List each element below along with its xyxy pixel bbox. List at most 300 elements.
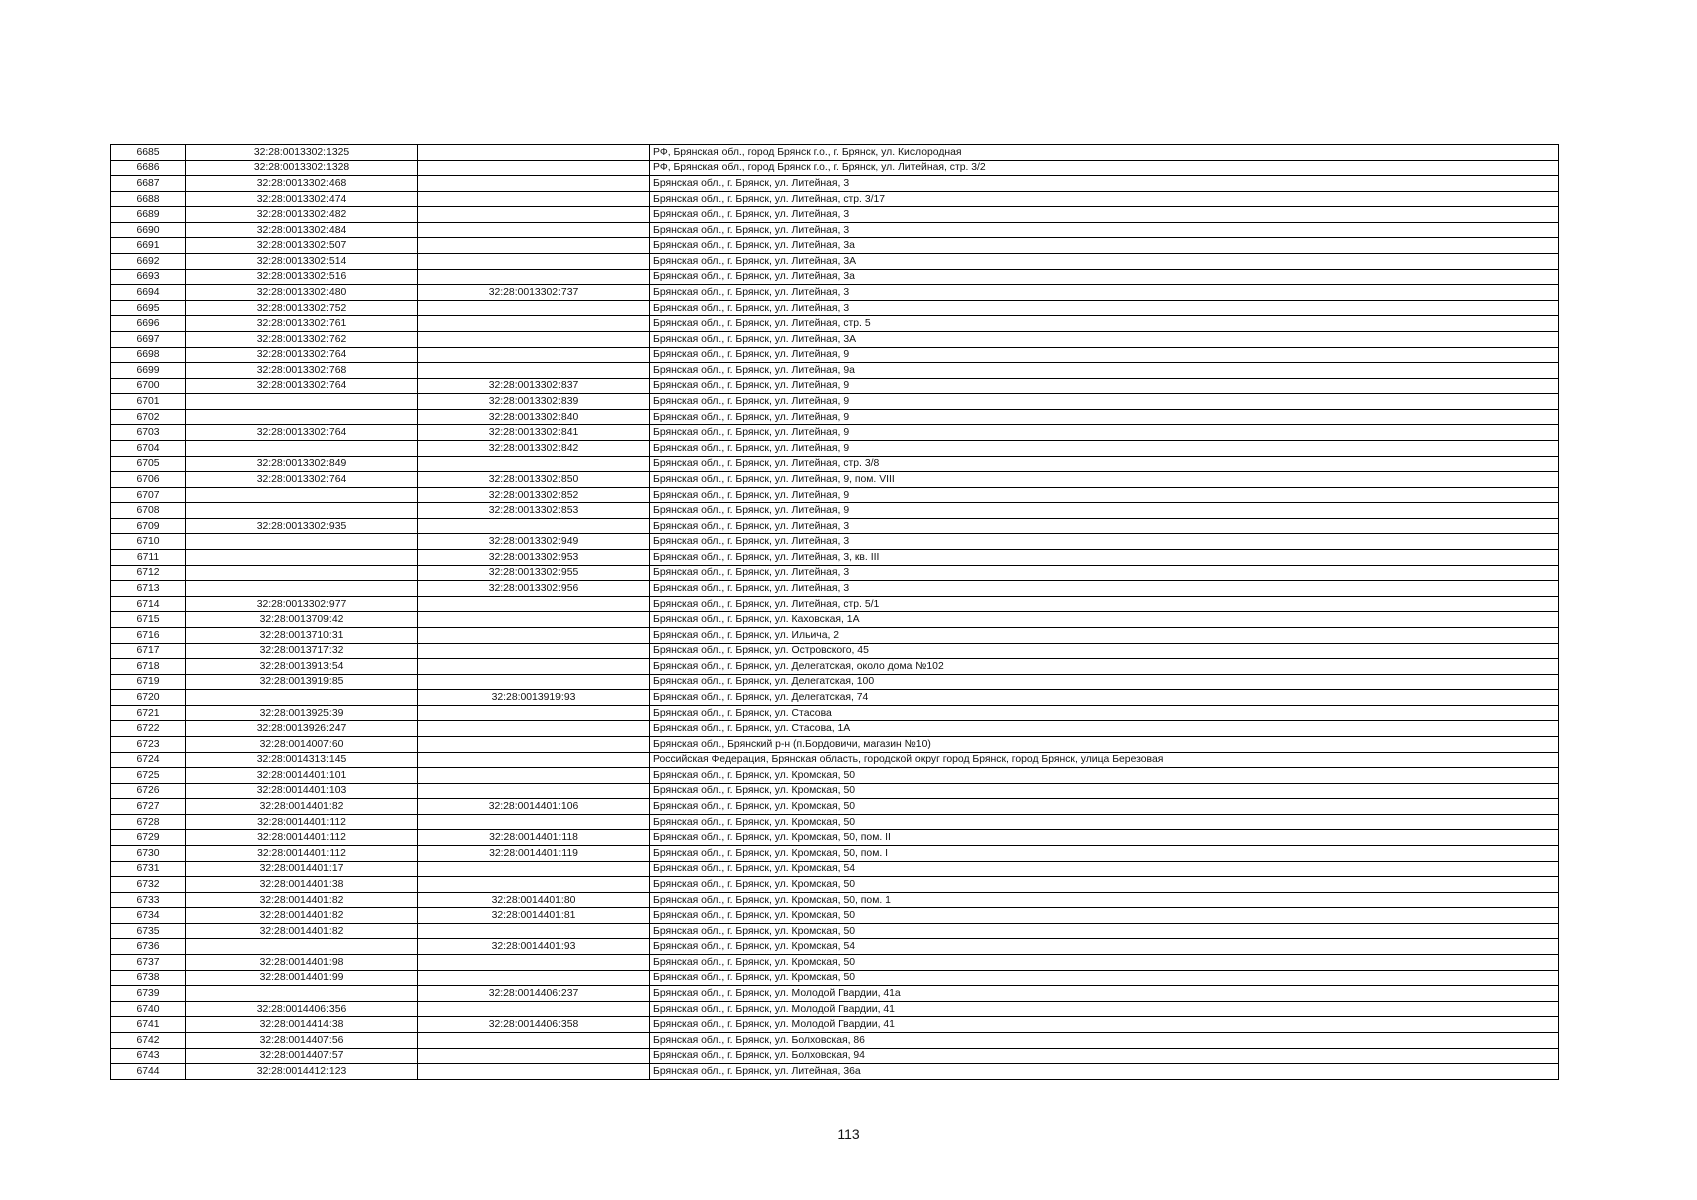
address-cell: Брянская обл., г. Брянск, ул. Делегатская, 74 [650,690,1559,706]
table-row [111,705,1559,721]
table-row [111,846,1559,862]
table-row [111,160,1559,176]
land-cadastral-number-cell: 32:28:0013302:1328 [186,160,418,176]
object-cadastral-number-cell [418,1048,650,1064]
object-cadastral-number-cell: 32:28:0013302:840 [418,409,650,425]
land-cadastral-number-cell: 32:28:0013302:484 [186,222,418,238]
object-cadastral-number-cell [418,207,650,223]
row-number-cell: 6691 [111,238,186,254]
row-number-cell: 6716 [111,627,186,643]
address-cell: Брянская обл., г. Брянск, ул. Литейная, 36а [650,1064,1559,1080]
address-cell: Брянская обл., г. Брянск, ул. Литейная, стр. 3/8 [650,456,1559,472]
row-number-cell: 6710 [111,534,186,550]
land-cadastral-number-cell [186,565,418,581]
table-row [111,939,1559,955]
address-cell: Брянская обл., г. Брянск, ул. Литейная, 3 [650,581,1559,597]
land-cadastral-number-cell: 32:28:0013302:468 [186,176,418,192]
land-cadastral-number-cell: 32:28:0014401:82 [186,923,418,939]
address-cell: Брянская обл., г. Брянск, ул. Литейная, стр. 5 [650,316,1559,332]
address-cell: Брянская обл., г. Брянск, ул. Литейная, 3 [650,176,1559,192]
object-cadastral-number-cell [418,191,650,207]
address-cell: Брянская обл., г. Брянск, ул. Литейная, 3, кв. III [650,550,1559,566]
address-cell: Брянская обл., г. Брянск, ул. Кромская, 50 [650,799,1559,815]
table-row [111,721,1559,737]
object-cadastral-number-cell [418,970,650,986]
land-cadastral-number-cell: 32:28:0014406:356 [186,1001,418,1017]
land-cadastral-number-cell: 32:28:0013302:516 [186,269,418,285]
address-cell: Брянская обл., г. Брянск, ул. Молодой Гвардии, 41а [650,986,1559,1002]
land-cadastral-number-cell: 32:28:0014401:101 [186,768,418,784]
land-cadastral-number-cell: 32:28:0014401:98 [186,955,418,971]
row-number-cell: 6702 [111,409,186,425]
object-cadastral-number-cell [418,160,650,176]
address-cell: Брянская обл., г. Брянск, ул. Литейная, 3 [650,565,1559,581]
land-cadastral-number-cell [186,550,418,566]
address-cell: Брянская обл., г. Брянск, ул. Литейная, 9, пом. VIII [650,472,1559,488]
object-cadastral-number-cell: 32:28:0013302:837 [418,378,650,394]
land-cadastral-number-cell: 32:28:0014401:103 [186,783,418,799]
address-cell: Брянская обл., г. Брянск, ул. Литейная, 9 [650,425,1559,441]
row-number-cell: 6695 [111,300,186,316]
row-number-cell: 6685 [111,145,186,161]
row-number-cell: 6700 [111,378,186,394]
object-cadastral-number-cell: 32:28:0013302:850 [418,472,650,488]
address-cell: Брянская обл., г. Брянск, ул. Литейная, 3а [650,238,1559,254]
table-row [111,518,1559,534]
table-row [111,269,1559,285]
object-cadastral-number-cell [418,955,650,971]
row-number-cell: 6725 [111,768,186,784]
object-cadastral-number-cell: 32:28:0013302:841 [418,425,650,441]
land-cadastral-number-cell: 32:28:0013926:247 [186,721,418,737]
object-cadastral-number-cell: 32:28:0013302:842 [418,440,650,456]
address-cell: Брянская обл., г. Брянск, ул. Кромская, 50 [650,923,1559,939]
address-cell: Брянская обл., г. Брянск, ул. Литейная, 3а [650,269,1559,285]
row-number-cell: 6708 [111,503,186,519]
land-cadastral-number-cell: 32:28:0013925:39 [186,705,418,721]
object-cadastral-number-cell [418,316,650,332]
row-number-cell: 6688 [111,191,186,207]
row-number-cell: 6706 [111,472,186,488]
object-cadastral-number-cell: 32:28:0014401:118 [418,830,650,846]
object-cadastral-number-cell [418,176,650,192]
table-row [111,472,1559,488]
address-cell: Брянская обл., г. Брянск, ул. Каховская, 1А [650,612,1559,628]
land-cadastral-number-cell: 32:28:0014407:56 [186,1032,418,1048]
row-number-cell: 6697 [111,331,186,347]
object-cadastral-number-cell [418,783,650,799]
row-number-cell: 6728 [111,814,186,830]
land-cadastral-number-cell [186,986,418,1002]
object-cadastral-number-cell: 32:28:0013302:956 [418,581,650,597]
object-cadastral-number-cell [418,1064,650,1080]
object-cadastral-number-cell [418,721,650,737]
land-cadastral-number-cell [186,409,418,425]
row-number-cell: 6743 [111,1048,186,1064]
row-number-cell: 6687 [111,176,186,192]
table-row [111,674,1559,690]
land-cadastral-number-cell: 32:28:0013302:514 [186,254,418,270]
table-row [111,1032,1559,1048]
object-cadastral-number-cell [418,612,650,628]
table-row [111,861,1559,877]
table-row [111,285,1559,301]
row-number-cell: 6736 [111,939,186,955]
page-number: 113 [837,1126,860,1142]
address-cell: Брянская обл., г. Брянск, ул. Литейная, 3 [650,300,1559,316]
address-cell: Брянская обл., г. Брянск, ул. Кромская, 50 [650,814,1559,830]
object-cadastral-number-cell [418,861,650,877]
address-cell: Брянская обл., г. Брянск, ул. Кромская, 50 [650,955,1559,971]
address-cell: Брянская обл., г. Брянск, ул. Литейная, 9 [650,347,1559,363]
address-cell: Брянская обл., г. Брянск, ул. Литейная, 3 [650,534,1559,550]
row-number-cell: 6715 [111,612,186,628]
row-number-cell: 6727 [111,799,186,815]
land-cadastral-number-cell [186,394,418,410]
row-number-cell: 6722 [111,721,186,737]
object-cadastral-number-cell [418,596,650,612]
land-cadastral-number-cell [186,487,418,503]
address-cell: Брянская обл., г. Брянск, ул. Ильича, 2 [650,627,1559,643]
row-number-cell: 6720 [111,690,186,706]
land-cadastral-number-cell: 32:28:0014007:60 [186,736,418,752]
address-cell: Брянская обл., г. Брянск, ул. Кромская, 50 [650,877,1559,893]
object-cadastral-number-cell [418,222,650,238]
table-row [111,331,1559,347]
address-cell: Брянская обл., г. Брянск, ул. Литейная, 3А [650,331,1559,347]
row-number-cell: 6717 [111,643,186,659]
land-cadastral-number-cell: 32:28:0013302:935 [186,518,418,534]
table-row [111,830,1559,846]
table-row [111,690,1559,706]
address-cell: Брянская обл., г. Брянск, ул. Кромская, 50 [650,783,1559,799]
address-cell: Брянская обл., г. Брянск, ул. Литейная, 3А [650,254,1559,270]
land-cadastral-number-cell: 32:28:0013717:32 [186,643,418,659]
land-cadastral-number-cell: 32:28:0014401:99 [186,970,418,986]
registry-table [110,144,1559,1080]
table-row [111,378,1559,394]
land-cadastral-number-cell [186,939,418,955]
object-cadastral-number-cell [418,923,650,939]
object-cadastral-number-cell: 32:28:0013302:953 [418,550,650,566]
land-cadastral-number-cell: 32:28:0013302:977 [186,596,418,612]
row-number-cell: 6744 [111,1064,186,1080]
row-number-cell: 6709 [111,518,186,534]
table-row [111,238,1559,254]
row-number-cell: 6686 [111,160,186,176]
table-row [111,659,1559,675]
address-cell: Брянская обл., г. Брянск, ул. Литейная, 3 [650,285,1559,301]
row-number-cell: 6714 [111,596,186,612]
address-cell: Брянская обл., г. Брянск, ул. Делегатская, 100 [650,674,1559,690]
object-cadastral-number-cell: 32:28:0014401:106 [418,799,650,815]
address-cell: Брянская обл., г. Брянск, ул. Литейная, 3 [650,518,1559,534]
table-row [111,456,1559,472]
address-cell: Брянская обл., г. Брянск, ул. Литейная, 3 [650,207,1559,223]
table-row [111,643,1559,659]
object-cadastral-number-cell: 32:28:0013919:93 [418,690,650,706]
row-number-cell: 6703 [111,425,186,441]
object-cadastral-number-cell [418,1001,650,1017]
row-number-cell: 6699 [111,363,186,379]
object-cadastral-number-cell [418,300,650,316]
object-cadastral-number-cell [418,1032,650,1048]
object-cadastral-number-cell [418,752,650,768]
address-cell: Брянская обл., г. Брянск, ул. Молодой Гвардии, 41 [650,1017,1559,1033]
row-number-cell: 6712 [111,565,186,581]
object-cadastral-number-cell: 32:28:0013302:852 [418,487,650,503]
land-cadastral-number-cell: 32:28:0014401:82 [186,892,418,908]
object-cadastral-number-cell: 32:28:0014401:93 [418,939,650,955]
object-cadastral-number-cell [418,736,650,752]
address-cell: Брянская обл., г. Брянск, ул. Литейная, 9а [650,363,1559,379]
address-cell: Брянская обл., г. Брянск, ул. Кромская, 50 [650,908,1559,924]
table-row [111,908,1559,924]
table-row [111,877,1559,893]
address-cell: Брянская обл., г. Брянск, ул. Литейная, 3 [650,222,1559,238]
row-number-cell: 6742 [111,1032,186,1048]
registry-table-body [111,145,1559,1080]
table-row [111,736,1559,752]
table-row [111,581,1559,597]
address-cell: Брянская обл., г. Брянск, ул. Стасова, 1А [650,721,1559,737]
land-cadastral-number-cell: 32:28:0013302:764 [186,472,418,488]
object-cadastral-number-cell [418,254,650,270]
row-number-cell: 6719 [111,674,186,690]
land-cadastral-number-cell [186,690,418,706]
object-cadastral-number-cell [418,518,650,534]
address-cell: Брянская обл., г. Брянск, ул. Кромская, 50 [650,768,1559,784]
land-cadastral-number-cell: 32:28:0013302:482 [186,207,418,223]
land-cadastral-number-cell: 32:28:0013302:1325 [186,145,418,161]
table-row [111,752,1559,768]
land-cadastral-number-cell: 32:28:0013709:42 [186,612,418,628]
object-cadastral-number-cell [418,145,650,161]
table-row [111,565,1559,581]
table-row [111,503,1559,519]
row-number-cell: 6739 [111,986,186,1002]
address-cell: РФ, Брянская обл., город Брянск г.о., г. Брянск, ул. Литейная, стр. 3/2 [650,160,1559,176]
land-cadastral-number-cell: 32:28:0013302:764 [186,425,418,441]
row-number-cell: 6724 [111,752,186,768]
row-number-cell: 6735 [111,923,186,939]
table-row [111,176,1559,192]
object-cadastral-number-cell [418,768,650,784]
land-cadastral-number-cell: 32:28:0014401:82 [186,799,418,815]
row-number-cell: 6731 [111,861,186,877]
address-cell: Брянская обл., г. Брянск, ул. Литейная, 9 [650,487,1559,503]
address-cell: Брянская обл., г. Брянск, ул. Литейная, стр. 5/1 [650,596,1559,612]
object-cadastral-number-cell [418,331,650,347]
land-cadastral-number-cell: 32:28:0014412:123 [186,1064,418,1080]
table-row [111,316,1559,332]
land-cadastral-number-cell: 32:28:0013710:31 [186,627,418,643]
table-row [111,363,1559,379]
table-row [111,892,1559,908]
row-number-cell: 6696 [111,316,186,332]
object-cadastral-number-cell [418,643,650,659]
land-cadastral-number-cell: 32:28:0013302:507 [186,238,418,254]
row-number-cell: 6740 [111,1001,186,1017]
land-cadastral-number-cell: 32:28:0014401:112 [186,814,418,830]
object-cadastral-number-cell [418,705,650,721]
address-cell: Брянская обл., г. Брянск, ул. Болховская, 86 [650,1032,1559,1048]
row-number-cell: 6698 [111,347,186,363]
table-row [111,487,1559,503]
address-cell: Брянская обл., г. Брянск, ул. Стасова [650,705,1559,721]
row-number-cell: 6726 [111,783,186,799]
table-row [111,347,1559,363]
object-cadastral-number-cell: 32:28:0013302:949 [418,534,650,550]
object-cadastral-number-cell [418,347,650,363]
object-cadastral-number-cell: 32:28:0013302:737 [418,285,650,301]
object-cadastral-number-cell: 32:28:0013302:853 [418,503,650,519]
row-number-cell: 6737 [111,955,186,971]
land-cadastral-number-cell [186,440,418,456]
object-cadastral-number-cell: 32:28:0014401:119 [418,846,650,862]
object-cadastral-number-cell: 32:28:0014406:237 [418,986,650,1002]
land-cadastral-number-cell: 32:28:0013302:761 [186,316,418,332]
table-row [111,207,1559,223]
table-row [111,768,1559,784]
address-cell: Брянская обл., г. Брянск, ул. Литейная, 9 [650,409,1559,425]
land-cadastral-number-cell: 32:28:0013302:474 [186,191,418,207]
address-cell: Брянская обл., г. Брянск, ул. Кромская, 50, пом. 1 [650,892,1559,908]
land-cadastral-number-cell: 32:28:0013919:85 [186,674,418,690]
table-row [111,254,1559,270]
land-cadastral-number-cell: 32:28:0014313:145 [186,752,418,768]
land-cadastral-number-cell: 32:28:0013913:54 [186,659,418,675]
row-number-cell: 6701 [111,394,186,410]
address-cell: Брянская обл., г. Брянск, ул. Литейная, 9 [650,503,1559,519]
address-cell: Брянская обл., г. Брянск, ул. Кромская, 54 [650,861,1559,877]
row-number-cell: 6692 [111,254,186,270]
row-number-cell: 6707 [111,487,186,503]
address-cell: Брянская обл., г. Брянск, ул. Кромская, 50 [650,970,1559,986]
address-cell: Брянская обл., г. Брянск, ул. Кромская, 54 [650,939,1559,955]
land-cadastral-number-cell: 32:28:0014414:38 [186,1017,418,1033]
object-cadastral-number-cell [418,627,650,643]
land-cadastral-number-cell [186,534,418,550]
table-row [111,440,1559,456]
table-row [111,955,1559,971]
row-number-cell: 6694 [111,285,186,301]
land-cadastral-number-cell: 32:28:0014401:17 [186,861,418,877]
address-cell: Российская Федерация, Брянская область, городской округ город Брянск, город Брянск, улица Березовая [650,752,1559,768]
land-cadastral-number-cell: 32:28:0014401:112 [186,846,418,862]
table-row [111,923,1559,939]
table-row [111,814,1559,830]
row-number-cell: 6734 [111,908,186,924]
land-cadastral-number-cell: 32:28:0013302:752 [186,300,418,316]
row-number-cell: 6741 [111,1017,186,1033]
object-cadastral-number-cell [418,238,650,254]
object-cadastral-number-cell: 32:28:0013302:839 [418,394,650,410]
table-row [111,222,1559,238]
land-cadastral-number-cell: 32:28:0014401:38 [186,877,418,893]
table-row [111,425,1559,441]
row-number-cell: 6713 [111,581,186,597]
table-row [111,1001,1559,1017]
table-row [111,986,1559,1002]
row-number-cell: 6690 [111,222,186,238]
land-cadastral-number-cell: 32:28:0014401:112 [186,830,418,846]
address-cell: Брянская обл., Брянский р-н (п.Бордовичи, магазин №10) [650,736,1559,752]
table-row [111,1064,1559,1080]
row-number-cell: 6738 [111,970,186,986]
row-number-cell: 6730 [111,846,186,862]
land-cadastral-number-cell: 32:28:0013302:768 [186,363,418,379]
table-row [111,191,1559,207]
land-cadastral-number-cell: 32:28:0013302:764 [186,347,418,363]
row-number-cell: 6732 [111,877,186,893]
address-cell: Брянская обл., г. Брянск, ул. Литейная, стр. 3/17 [650,191,1559,207]
address-cell: Брянская обл., г. Брянск, ул. Болховская, 94 [650,1048,1559,1064]
table-row [111,970,1559,986]
address-cell: Брянская обл., г. Брянск, ул. Кромская, 50, пом. II [650,830,1559,846]
land-cadastral-number-cell: 32:28:0013302:849 [186,456,418,472]
table-row [111,534,1559,550]
table-row [111,612,1559,628]
row-number-cell: 6693 [111,269,186,285]
object-cadastral-number-cell: 32:28:0014406:358 [418,1017,650,1033]
land-cadastral-number-cell: 32:28:0013302:480 [186,285,418,301]
table-row [111,300,1559,316]
object-cadastral-number-cell: 32:28:0014401:81 [418,908,650,924]
object-cadastral-number-cell [418,659,650,675]
object-cadastral-number-cell: 32:28:0014401:80 [418,892,650,908]
row-number-cell: 6729 [111,830,186,846]
object-cadastral-number-cell [418,456,650,472]
row-number-cell: 6711 [111,550,186,566]
table-row [111,145,1559,161]
table-row [111,409,1559,425]
row-number-cell: 6705 [111,456,186,472]
table-row [111,1017,1559,1033]
address-cell: Брянская обл., г. Брянск, ул. Литейная, 9 [650,440,1559,456]
address-cell: РФ, Брянская обл., город Брянск г.о., г. Брянск, ул. Кислородная [650,145,1559,161]
object-cadastral-number-cell [418,814,650,830]
address-cell: Брянская обл., г. Брянск, ул. Литейная, 9 [650,394,1559,410]
land-cadastral-number-cell: 32:28:0013302:764 [186,378,418,394]
table-row [111,394,1559,410]
table-row [111,550,1559,566]
address-cell: Брянская обл., г. Брянск, ул. Островского, 45 [650,643,1559,659]
land-cadastral-number-cell [186,581,418,597]
address-cell: Брянская обл., г. Брянск, ул. Литейная, 9 [650,378,1559,394]
row-number-cell: 6689 [111,207,186,223]
row-number-cell: 6723 [111,736,186,752]
table-row [111,627,1559,643]
object-cadastral-number-cell [418,269,650,285]
object-cadastral-number-cell [418,363,650,379]
table-row [111,799,1559,815]
address-cell: Брянская обл., г. Брянск, ул. Молодой Гвардии, 41 [650,1001,1559,1017]
row-number-cell: 6718 [111,659,186,675]
row-number-cell: 6733 [111,892,186,908]
land-cadastral-number-cell: 32:28:0013302:762 [186,331,418,347]
address-cell: Брянская обл., г. Брянск, ул. Кромская, 50, пом. I [650,846,1559,862]
address-cell: Брянская обл., г. Брянск, ул. Делегатская, около дома №102 [650,659,1559,675]
object-cadastral-number-cell: 32:28:0013302:955 [418,565,650,581]
row-number-cell: 6721 [111,705,186,721]
land-cadastral-number-cell: 32:28:0014407:57 [186,1048,418,1064]
object-cadastral-number-cell [418,877,650,893]
land-cadastral-number-cell [186,503,418,519]
table-row [111,783,1559,799]
table-row [111,596,1559,612]
object-cadastral-number-cell [418,674,650,690]
